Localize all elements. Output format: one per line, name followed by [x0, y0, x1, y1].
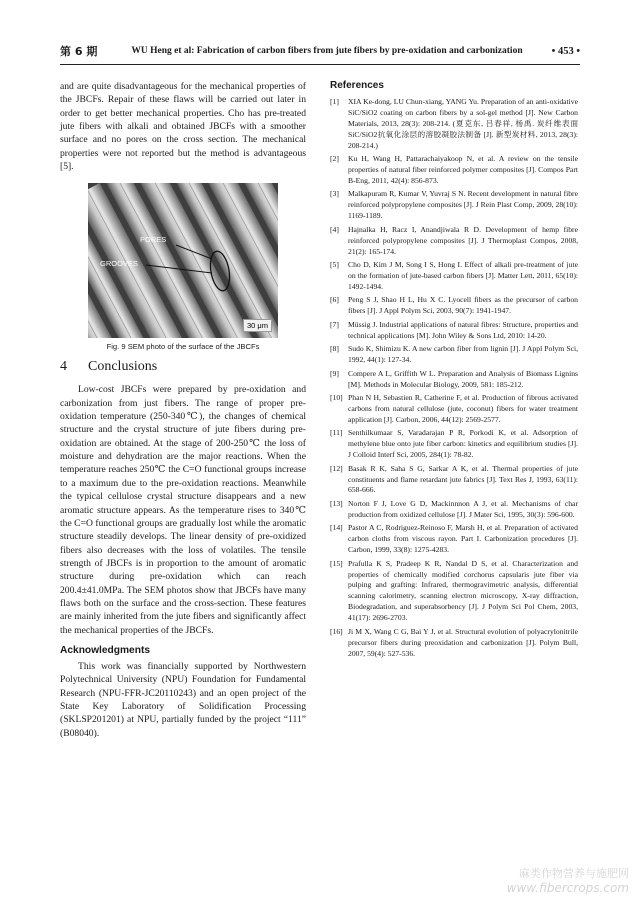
section-title: Conclusions	[88, 359, 158, 375]
intro-paragraph: and are quite disadvantageous for the mechanical properties of the JBCFs. Repair of these flaws will be carried out later in order to get better mechanical properties. Cho has pre-treated jute fibers with alkali and obtained JBCFs with a smoother surface and no pores on the cross section. The mechanical properties were not reported but the method is advantageous [5].	[60, 81, 306, 173]
reference-text: Peng S J, Shao H L, Hu X C. Lyocell fibers as the precursor of carbon fibers [J]. J Appl Polym Sci, 2003, 90(7): 1941-1947.	[348, 295, 578, 316]
reference-text: Basak R K, Saha S G, Sarkar A K, et al. Thermal properties of jute constituents and flame retardant jute fabrics [J]. Text Res J, 1993, 63(11): 658-666.	[348, 463, 578, 495]
figure-caption: Fig. 9 SEM photo of the surface of the JBCFs	[106, 342, 260, 352]
reference-text: Phan N H, Sebastien R, Catherine F, et al. Production of fibrous activated carbons from natural cellulose (jute, coconut) fibers for water treatment application [J]. Carbon, 2006, 44(12): 2569-2577.	[348, 393, 578, 424]
conclusion-paragraph: Low-cost JBCFs were prepared by pre-oxidation and carbonization from just fibers. The range of proper pre-oxidation temperature (250-340℃), the changes of chemical structure and the crystal structure of jute fibers during pre-oxidation are obtained. At the stage of 200-250℃ the loss of moisture and dehydration are the major reactions. When the temperature reaches 250℃ the C=O functional groups increase to a maximum due to the pre-oxidation reactions. Meanwhile the typical cellulose crystal structure disappears and a new aromatic structure appears. As the temperature rises to 340℃ the C=O functional groups are gradually lost while the aromatic structure steadily develops. The linear density of pre-oxidized fibers also decreases with the loss of volatiles. The tensile strength of JBCFs is in proportion to the amount of aromatic structure during pre-oxidation which can reach 200.4±41.0MPa. The SEM photos show that JBCFs have many flaws both on the surface and the cross-section. These features are mainly inherited from the jute fibers and significantly affect the mechanical properties of the JBCFs.	[60, 384, 306, 636]
section-heading	[60, 359, 306, 375]
reference-text: Prafulla K S, Pradeep K R, Nandal D S, et al. Characterization and properties of chemically modified corchorus capsularis jute fiber via pulping and grafting: Infrared, thermogravimetric analysis, differential scanning calorimetry, scanning electron microscopy, X-ray diffraction, Biodegradation, and superabsorbency [J]. J Polym Sci Pol Chem, 2003, 41(17): 2696-2703.	[348, 558, 578, 623]
reference-text: Compere A L, Griffith W L. Preparation and Analysis of Biomass Lignins [M]. Methods in Molecular Biology, 2009, 581: 185-212.	[348, 368, 578, 389]
reference-text: Senthilkumaar S, Varadarajan P R, Porkodi K, et al. Adsorption of methylene blue onto jute fiber carbon: kinetics and equilibrium studies [J]. J Colloid Interf Sci, 2005, 284(1): 78-82.	[348, 428, 578, 460]
reference-number: [7]	[330, 319, 339, 329]
reference-text: XIA Ke-dong, LU Chun-xiang, YANG Yu. Preparation of an anti-oxidative SiC/SiO2 coating on carbon fibers by a sol-gel method [J]. New Carbon Materials, 2013, 28(3): 208-214. (夏克东, 吕春祥, 杨禹. 炭纤维表面SiC/SiO2抗氧化涂层的溶胶凝胶法制备 [J]. 新型炭材料, 2013, 28(3): 208-214.)	[348, 97, 578, 150]
site-watermark	[507, 865, 629, 895]
header-rule	[60, 64, 580, 65]
left-column	[60, 80, 306, 740]
reference-item	[330, 559, 578, 624]
page-number: • 453 •	[551, 45, 580, 57]
grooves-label: GROOVES	[100, 259, 138, 269]
reference-text: Cho D, Kim J M, Song I S, Hong I. Effect of alkali pre-treatment of jute on the formation of jute-based carbon fibers [J]. Matter Lett, 2011, 65(10): 1492-1494.	[348, 260, 578, 291]
reference-item	[330, 369, 578, 391]
reference-list	[330, 97, 578, 659]
reference-number: [9]	[330, 368, 339, 378]
reference-number: [5]	[330, 260, 339, 270]
sem-figure	[88, 183, 278, 338]
acknowledgments-paragraph: This work was financially supported by Northwestern Polytechnical University (NPU) Foundation for Fundamental Research (NPU-FFR-JC20110243) and an open project of the State Key Laboratory of Solidification Processing (SKLSP201201) at NPU, partially funded by the project “111” (B08040).	[60, 660, 306, 739]
section-number: 4	[60, 359, 67, 375]
reference-text: Sudo K, Shimizu K. A new carbon fiber from lignin [J]. J Appl Polym Sci, 1992, 44(1): 127-34.	[348, 344, 578, 365]
reference-number: [15]	[330, 558, 343, 568]
reference-number: [4]	[330, 224, 339, 234]
references-heading: References	[330, 80, 384, 91]
reference-text: Ku H, Wang H, Pattarachaiyakoop N, et al. A review on the tensile properties of natural fiber reinforced polymer composites [J]. Compos Part B-Eng, 2011, 42(4): 856-873.	[348, 154, 578, 185]
reference-item	[330, 464, 578, 497]
issue-number: 第 6 期	[60, 45, 98, 58]
reference-text: Pastor A C, Rodriguez-Reinoso F, Marsh H, et al. Preparation of activated carbon cloths from viscous rayon. Part I. Carbonization procedures [J]. Carbon, 1999, 33(8): 1275-4283.	[348, 523, 578, 555]
reference-number: [11]	[330, 428, 343, 438]
reference-item	[330, 627, 578, 660]
reference-item	[330, 499, 578, 521]
reference-number: [12]	[330, 463, 343, 473]
reference-item	[330, 295, 578, 317]
reference-number: [3]	[330, 189, 339, 199]
running-header	[60, 42, 580, 60]
running-title: WU Heng et al: Fabrication of carbon fibers from jute fibers by pre-oxidation and carbonization	[131, 46, 523, 56]
pores-label: PORES	[140, 235, 167, 245]
reference-number: [10]	[330, 393, 343, 402]
acknowledgments-heading: Acknowledgments	[60, 644, 151, 656]
reference-text: Malkapuram R, Kumar V, Yuvraj S N. Recent development in natural fibre reinforced polypropylene composites [J]. J Rein Plast Comp, 2009, 28(10): 1169-1189.	[348, 189, 578, 221]
reference-text: Hajnalka H, Racz I, Anandjiwala R D. Development of hemp fibre reinforced polypropylene composites [J]. J Thermoplast Compos, 2008, 21(2): 165-174.	[348, 224, 578, 256]
reference-item	[330, 393, 578, 426]
reference-item	[330, 225, 578, 258]
reference-number: [6]	[330, 295, 339, 305]
reference-number: [8]	[330, 344, 339, 354]
reference-text: Müssig J. Industrial applications of natural fibres: Structure, properties and technical applications [M]. John Wiley & Sons Ltd, 2010: 14-20.	[348, 319, 578, 340]
watermark-site-name: 麻类作物营养与施肥网	[519, 867, 629, 880]
scale-bar: 30 μm	[243, 319, 272, 332]
reference-number: [1]	[330, 97, 339, 106]
right-column	[330, 80, 578, 662]
reference-number: [13]	[330, 498, 343, 508]
reference-item	[330, 523, 578, 556]
reference-number: [16]	[330, 626, 343, 636]
reference-item	[330, 320, 578, 342]
watermark-url: www.fibercrops.com	[506, 881, 629, 895]
reference-number: [2]	[330, 154, 339, 164]
reference-item	[330, 189, 578, 222]
reference-item	[330, 428, 578, 461]
reference-item	[330, 97, 578, 152]
reference-number: [14]	[330, 523, 343, 533]
reference-text: Norton F J, Love G D, Mackinnnon A J, et al. Mechanisms of char production from oxidized cellulose [J]. J Mater Sci, 1995, 30(3): 596-600.	[348, 498, 578, 519]
reference-item	[330, 154, 578, 187]
reference-text: Ji M X, Wang C G, Bai Y J, et al. Structural evolution of polyacrylonitrile precursor fibers during preoxidation and carbonization [J]. Polym Bull, 2007, 59(4): 527-536.	[348, 626, 578, 658]
reference-item	[330, 260, 578, 293]
reference-item	[330, 344, 578, 366]
